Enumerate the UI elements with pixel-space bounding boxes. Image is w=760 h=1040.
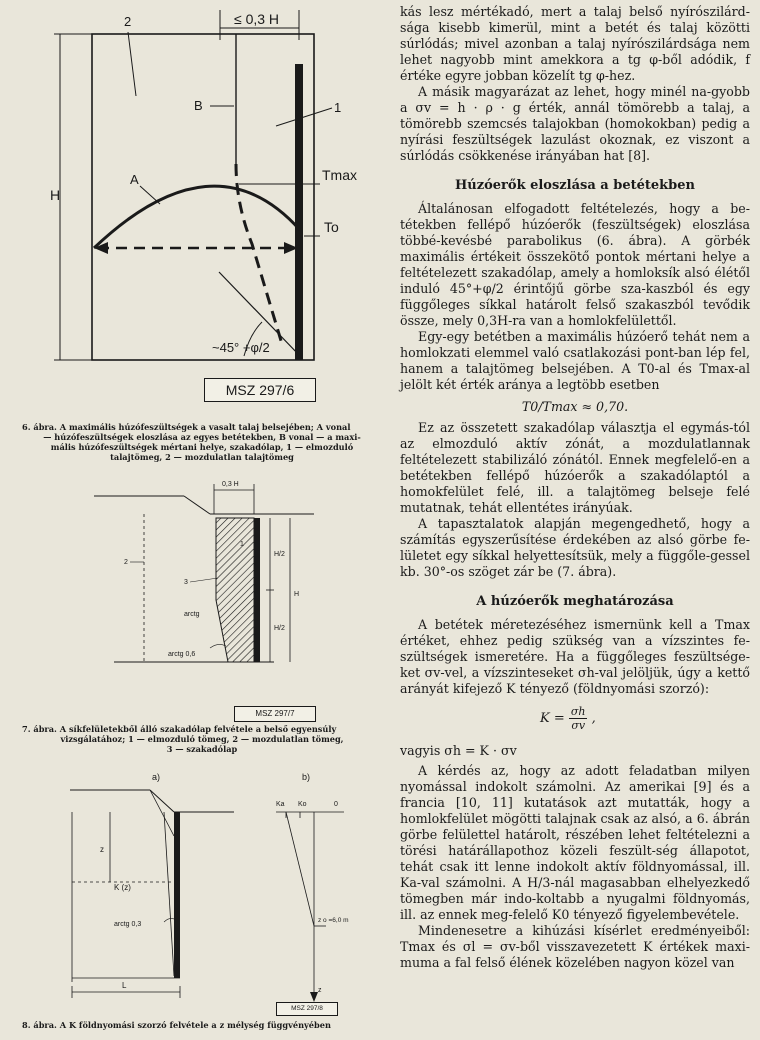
paragraph: Általánosan elfogadott feltételezés, hogy a be-tétekben fellépő húzóerők (feszültségek) eloszlása többé-kevésbé parabolikus (6. ábra). A görbék maximális értékeit összekötő pontok mértani helye a feltételezett szakadólap, amely a homloksík alsó élétől induló 45°+φ/2 érintőjű görbe sza-kaszból és egy függőleges síkkal határolt felső szakaszból tevődik össze, mely 0,3H-ra van a homlokfelülettől.: [400, 201, 750, 328]
fig7-h: H: [294, 591, 300, 598]
fig8-l: L: [122, 981, 127, 990]
body-text-column: [400, 4, 750, 971]
fig8-caption-line: 8. ábra. A K földnyomási szorzó felvétele a z mélység függvényében: [22, 1020, 331, 1030]
formula-ratio: T0/Tmax ≈ 0,70.: [521, 399, 629, 414]
fig7-stamp-text: MSZ 297/7: [255, 709, 295, 718]
paragraph: vagyis σh = K · σv: [400, 743, 517, 758]
paragraph: Mindenesetre a kihúzási kísérlet eredményeiből: Tmax és σl = σv-ből visszavezetett K értékek maxi-muma a fal felső élének közelében nagyon közel van: [400, 923, 750, 970]
paragraph: A másik magyarázat az lehet, hogy minél na-gyobb a σv = h · ρ · g érték, annál tömörebb a talaj, a tömörebb szemcsés talajokban (homokokban) pedig a nyírási feszültségek lazulást okoznak, ez viszont a súrlódás csökkenése irányában hat [8].: [400, 84, 750, 163]
fig8-zero: 0: [334, 801, 338, 808]
fig8-zaxis: z: [318, 987, 322, 994]
fig6-dim-label: ≤ 0,3 H: [234, 11, 280, 27]
fig7-label-1: 1: [240, 541, 244, 548]
fig8-label-a: a): [152, 772, 161, 782]
paragraph: Egy-egy betétben a maximális húzóerő tehát nem a homlokzati elemmel való csatlakozási pont-ban lép fel, hanem a talajtömeg belsejében. A T0-al és Tmax-al jelölt két érték aránya a legtöbb esetben: [400, 329, 750, 392]
formula-k: [400, 705, 750, 741]
fig7-label-2: 2: [124, 559, 128, 566]
fig7-arctg: arctg: [184, 611, 200, 618]
figure-8: [14, 766, 386, 1016]
formula-k-denominator: σv: [571, 719, 586, 732]
fig8-kz: K (z): [114, 883, 131, 892]
paragraph: kás lesz mértékadó, mert a talaj belső nyírószilárd-sága kisebb kimerül, mint a betét és talaj közötti súrlódás; mivel azonban a talaj nyírószilárdsága nem lehet nagyobb mint amekkora a tg φ-ből adódik, f értéke egyre jobban közelít tg φ-hez.: [400, 4, 750, 83]
fig7-caption-line: vizsgálatához; 1 — elmozduló tömeg, 2 — mozdulatlan tömeg,: [60, 734, 344, 744]
fig6-label-h: H: [50, 187, 61, 203]
section-heading: A húzóerők meghatározása: [476, 594, 674, 609]
fig6-caption-line: 6. ábra. A maximális húzófeszültségek a vasalt talaj belsejében; A vonal: [22, 422, 351, 432]
fig6-stamp-text: MSZ 297/6: [225, 382, 295, 398]
figures-column: [14, 0, 386, 1040]
fig6-label-angle: ~45° +φ/2: [212, 340, 270, 355]
fig7-arctg06: arctg 0,6: [168, 651, 196, 658]
formula-k-numerator: σh: [570, 705, 586, 718]
fig8-caption: [22, 1020, 382, 1030]
fig8-arctg: arctg 0,3: [114, 921, 142, 928]
fig7-h2b: H/2: [274, 625, 285, 632]
fig6-label-b: B: [194, 98, 203, 113]
fig8-stamp-text: MSZ 297/8: [291, 1005, 323, 1012]
fig6-caption-line: mális húzófeszültségek mértani helye, szakadólap, 1 — elmozduló: [50, 442, 354, 452]
fig7-stamp: [234, 706, 316, 722]
paragraph: A kérdés az, hogy az adott feladatban milyen nyomással indokolt számolni. Az amerikai [9] és a francia [10, 11] kutatások azt mutatták, hogy a homlokfelület mögötti talajnak csak az alsó, a 6. ábrán görbe felülettel határolt, részében lehet feltételezni a törési határállapothoz közeli feszült-ség állapotot, tehát csak itt lenne indokolt aktív földnyomással, ill. Ka-val számolni. A H/3-nál magasabban elhelyezkedő tömegben már indo-koltabb a nyugalmi földnyomás, ill. az ennek meg-felelő K0 tényező figyelembevétele.: [400, 763, 750, 922]
fig7-dim-label: 0,3 H: [222, 481, 239, 488]
fig7-h2a: H/2: [274, 551, 285, 558]
fig8-ka: Ka: [276, 801, 285, 808]
fig7-caption-line: 3 — szakadólap: [166, 744, 238, 754]
section-heading: Húzóerők eloszlása a betétekben: [454, 178, 695, 193]
fig6-caption-line: — húzófeszültségek eloszlása az egyes betétekben, B vonal — a maxi-: [43, 432, 361, 442]
fig6-label-a: A: [130, 172, 139, 187]
fig6-label-tmax: Tmax: [322, 167, 357, 183]
formula-k-fraction: [569, 705, 588, 732]
fig6-label-1: 1: [334, 100, 342, 115]
fig6-caption: [22, 422, 382, 462]
fig6-caption-line: talajtömeg, 2 — mozdulatlan talajtömeg: [110, 452, 294, 462]
fig7-caption-line: 7. ábra. A síkfelületekből álló szakadólap felvétele a belső egyensúly: [22, 724, 337, 734]
fig6-label-2: 2: [124, 14, 132, 29]
paragraph: A betétek méretezéséhez ismernünk kell a Tmax értéket, ehhez pedig szükség van a vízszintes fe-szültségek ismeretére. Ha a függőleges feszültsége-ket σv-vel, a vízszinteseket σh-val jelöljük, úgy a kettő arányát kifejező K tényező (földnyomási szorzó):: [400, 617, 750, 696]
formula-k-tail: ,: [591, 711, 596, 726]
figure-7: [14, 470, 386, 700]
paragraph: Ez az összetett szakadólap választja el egymás-tól az elmozduló aktív zónát, a mozdulatlannak feltételezett stabilizáló zónától. Ennek megfelelő-en a betétekben fellépő húzóerők a szakadólaptól a homokfelület felé, ill. a talajtömeg belseje felé mutatnak, tehát ellentétes irányúak.: [400, 420, 750, 515]
fig7-caption: [22, 724, 382, 754]
fig8-z: z: [100, 845, 104, 854]
fig6-stamp: [204, 378, 316, 402]
fig8-label-b: b): [302, 772, 311, 782]
fig8-stamp: [276, 1002, 338, 1016]
fig6-label-t0: To: [324, 219, 339, 235]
fig8-ko: Ko: [298, 801, 307, 808]
fig7-label-3: 3: [184, 579, 188, 586]
paragraph: A tapasztalatok alapján megengedhető, hogy a számítás egyszerűsítése érdekében az alsó görbe fe-lületet egy síkkal helyettesítsük, mely a függőle-gessel kb. 30°-os szöget zár be (7. ábra).: [400, 516, 750, 579]
formula-k-lhs: K =: [540, 711, 565, 726]
figure-6: [14, 4, 386, 414]
fig8-z6: z o =6,0 m: [318, 917, 349, 924]
